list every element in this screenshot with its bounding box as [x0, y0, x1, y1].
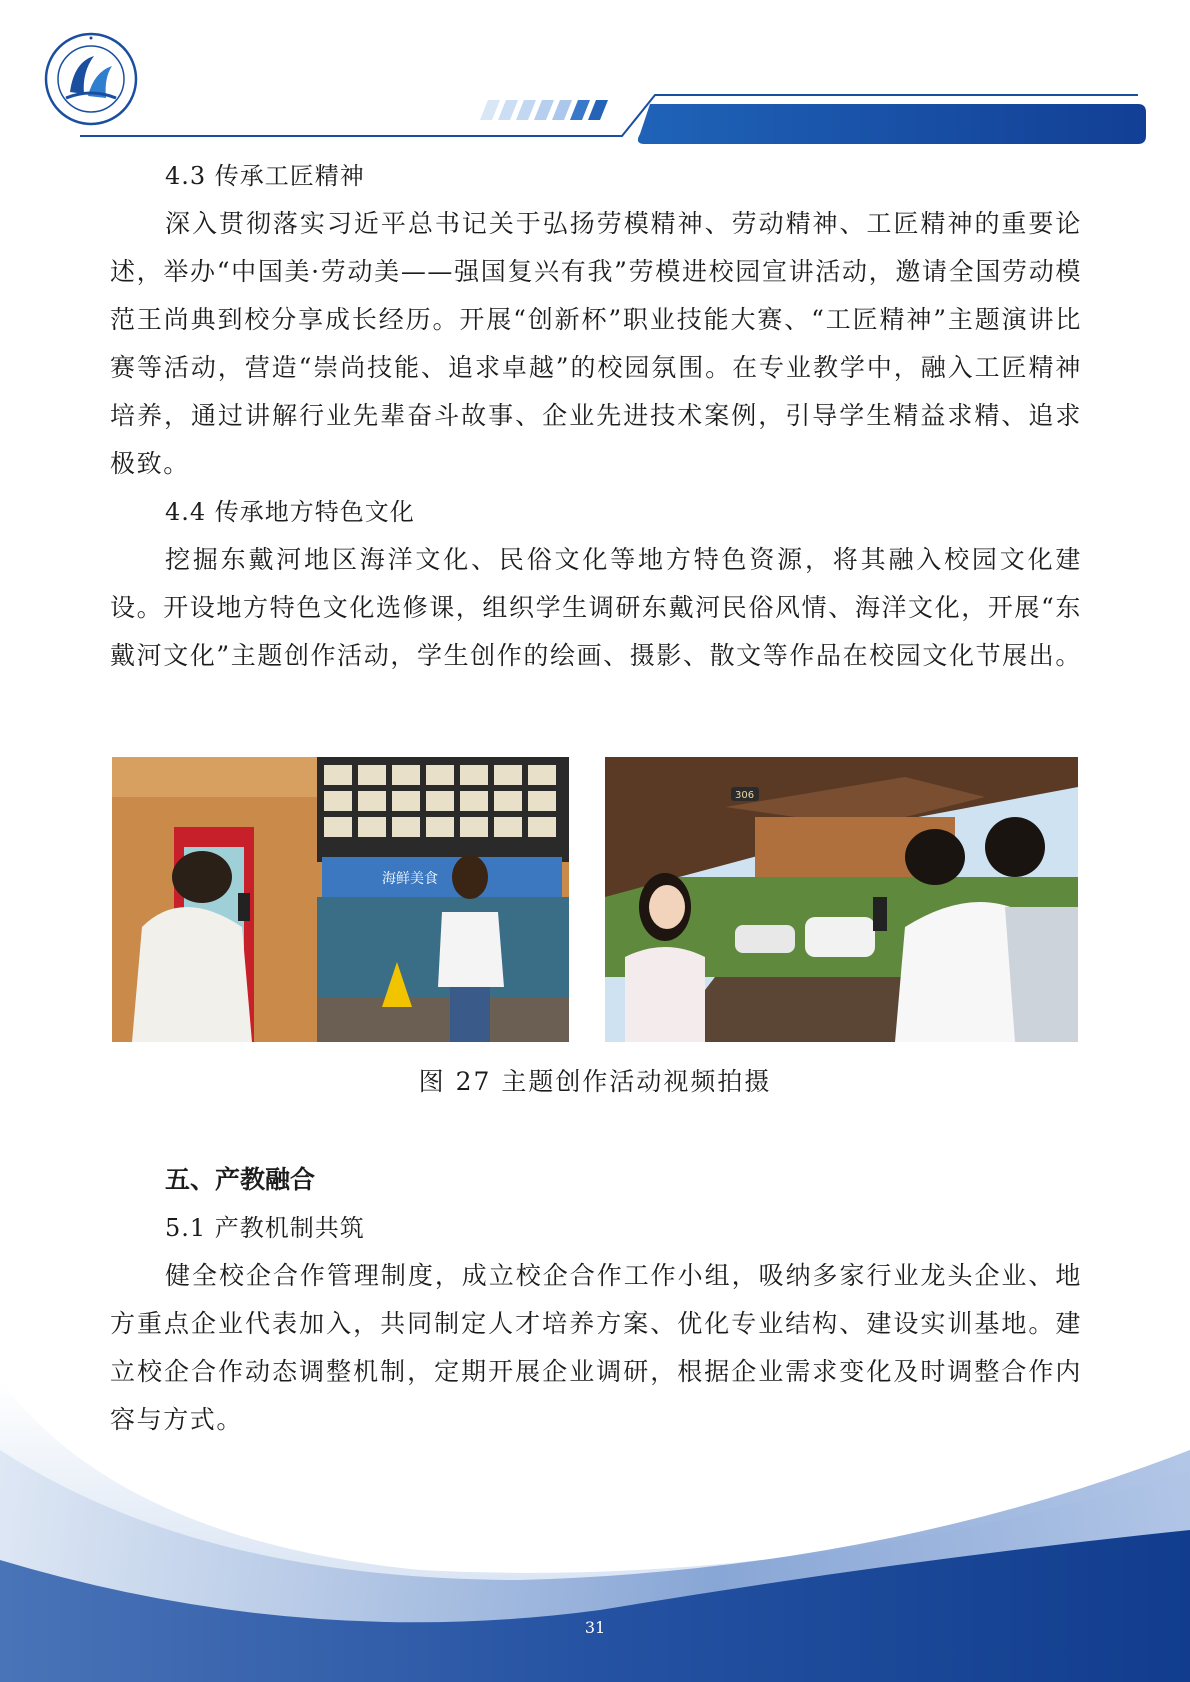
figure-caption: 图 27 主题创作活动视频拍摄 [418, 1067, 772, 1096]
heading-4-4: 4.4 传承地方特色文化 [165, 498, 415, 526]
section-5-heading: 五、产教融合 [165, 1165, 316, 1194]
section-4-content [110, 152, 1082, 680]
photo-restaurant-filming [112, 757, 569, 1042]
paragraph-5-1: 健全校企合作管理制度，成立校企合作工作小组，吸纳多家行业龙头企业、地方重点企业代表加入，共同制定人才培养方案、优化专业结构、建设实训基地。建立校企合作动态调整机制，定期开展企业调研，根据企业需求变化及时调整合作内容与方式。 [110, 1261, 1082, 1434]
heading-4-3: 4.3 传承工匠精神 [165, 162, 365, 190]
school-emblem-icon [44, 32, 138, 126]
header-banner [0, 0, 1190, 150]
heading-5-1: 5.1 产教机制共筑 [165, 1214, 365, 1242]
restaurant-sign-text: 海鲜美食 [382, 871, 438, 887]
page-header [0, 0, 1190, 150]
pavilion-number-sign: 306 [735, 790, 755, 801]
figure-27 [112, 757, 1078, 1042]
page-number: 31 [584, 1618, 606, 1637]
paragraph-4-4: 挖掘东戴河地区海洋文化、民俗文化等地方特色资源，将其融入校园文化建设。开设地方特色文化选修课，组织学生调研东戴河民俗风情、海洋文化，开展“东戴河文化”主题创作活动，学生创作的绘画、摄影、散文等作品在校园文化节展出。 [110, 545, 1082, 670]
paragraph-4-3: 深入贯彻落实习近平总书记关于弘扬劳模精神、劳动精神、工匠精神的重要论述，举办“中国美·劳动美——强国复兴有我”劳模进校园宣讲活动，邀请全国劳动模范王尚典到校分享成长经历。开展“创新杯”职业技能大赛、“工匠精神”主题演讲比赛等活动，营造“崇尚技能、追求卓越”的校园氛围。在专业教学中，融入工匠精神培养，通过讲解行业先辈奋斗故事、企业先进技术案例，引导学生精益求精、追求极致。 [110, 209, 1082, 478]
photo-pavilion-filming [605, 757, 1078, 1042]
